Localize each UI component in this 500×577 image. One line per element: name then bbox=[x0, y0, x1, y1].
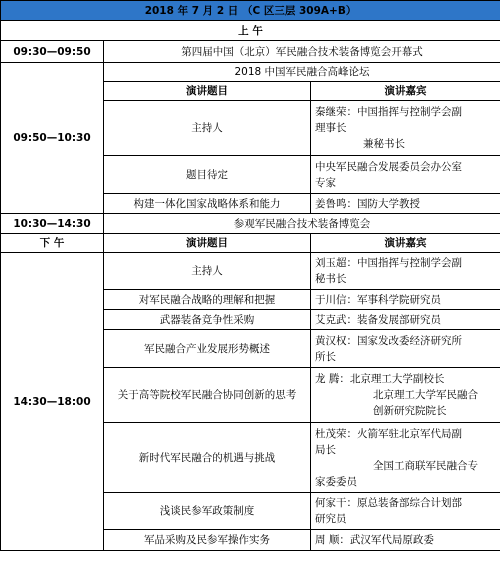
topic-cell: 主持人 bbox=[104, 253, 311, 290]
speaker-line: 刘玉超：中国指挥与控制学会副 bbox=[315, 257, 462, 269]
morning-header-row bbox=[1, 21, 500, 41]
opening-ceremony-title: 第四届中国（北京）军民融合技术装备博览会开幕式 bbox=[104, 41, 500, 63]
speaker-line: 创新研究院院长 bbox=[373, 405, 447, 417]
speaker-line: 秦继荣：中国指挥与控制学会副 bbox=[315, 106, 462, 118]
speaker-cell: 姜鲁鸣：国防大学教授 bbox=[311, 194, 500, 214]
topic-cell: 对军民融合战略的理解和把握 bbox=[104, 290, 311, 310]
speaker-line: 局长 bbox=[315, 443, 336, 456]
schedule-row bbox=[1, 41, 500, 63]
speaker-cell: 于川信：军事科学院研究员 bbox=[311, 290, 500, 310]
forum-title-row bbox=[1, 63, 500, 82]
speaker-line: 中央军民融合发展委员会办公室 bbox=[315, 160, 462, 173]
speaker-line: 何家干：原总装备部综合计划部 bbox=[315, 497, 462, 509]
speaker-cell bbox=[311, 253, 500, 290]
speaker-line: 秘书长 bbox=[315, 273, 347, 285]
speaker-line: 家委委员 bbox=[315, 475, 357, 488]
speaker-cell bbox=[311, 423, 500, 493]
speaker-line: 杜茂荣：火箭军驻北京军代局副 bbox=[315, 427, 462, 440]
date-banner: 2018 年 7 月 2 日 （C 区三层 309A+B） bbox=[1, 1, 500, 21]
topic-cell: 军民融合产业发展形势概述 bbox=[104, 330, 311, 368]
speaker-cell: 周 顺：武汉军代局原政委 bbox=[311, 530, 500, 551]
forum-title: 2018 中国军民融合高峰论坛 bbox=[104, 63, 500, 82]
speaker-line: 兼秘书长 bbox=[363, 138, 405, 150]
speaker-cell bbox=[311, 493, 500, 530]
speaker-line: 龙 腾：北京理工大学副校长 bbox=[315, 373, 445, 385]
time-slot: 10:30—14:30 bbox=[1, 214, 104, 234]
speaker-line: 研究员 bbox=[315, 513, 347, 525]
speaker-line: 黄汉权：国家发改委经济研究所 bbox=[315, 334, 462, 347]
schedule-row bbox=[1, 214, 500, 234]
speaker-line: 全国工商联军民融合专 bbox=[373, 459, 478, 472]
time-slot: 14:30—18:00 bbox=[1, 253, 104, 551]
column-header-topic: 演讲题目 bbox=[104, 234, 311, 253]
speaker-cell bbox=[311, 156, 500, 194]
topic-cell: 构建一体化国家战略体系和能力 bbox=[104, 194, 311, 214]
time-slot: 09:30—09:50 bbox=[1, 41, 104, 63]
afternoon-header-row bbox=[1, 234, 500, 253]
speaker-line: 专家 bbox=[315, 176, 336, 189]
topic-cell: 军品采购及民参军操作实务 bbox=[104, 530, 311, 551]
time-slot: 09:50—10:30 bbox=[1, 63, 104, 214]
speaker-cell bbox=[311, 330, 500, 368]
speaker-cell bbox=[311, 101, 500, 156]
topic-cell: 关于高等院校军民融合协同创新的思考 bbox=[104, 368, 311, 423]
topic-cell: 武器装备竞争性采购 bbox=[104, 310, 311, 330]
speaker-line: 北京理工大学军民融合 bbox=[373, 389, 478, 401]
topic-cell: 浅谈民参军政策制度 bbox=[104, 493, 311, 530]
topic-cell: 主持人 bbox=[104, 101, 311, 156]
date-banner-row bbox=[1, 1, 500, 21]
expo-visit-title: 参观军民融合技术装备博览会 bbox=[104, 214, 500, 234]
afternoon-label: 下 午 bbox=[1, 234, 104, 253]
speaker-line: 所长 bbox=[315, 350, 336, 363]
topic-cell: 题目待定 bbox=[104, 156, 311, 194]
speaker-cell: 艾克武：装备发展部研究员 bbox=[311, 310, 500, 330]
morning-label: 上 午 bbox=[1, 21, 500, 41]
column-header-topic: 演讲题目 bbox=[104, 82, 311, 101]
speaker-line: 理事长 bbox=[315, 122, 347, 134]
speaker-cell bbox=[311, 368, 500, 423]
column-header-speaker: 演讲嘉宾 bbox=[311, 82, 500, 101]
topic-cell: 新时代军民融合的机遇与挑战 bbox=[104, 423, 311, 493]
table-row bbox=[1, 253, 500, 290]
column-header-speaker: 演讲嘉宾 bbox=[311, 234, 500, 253]
